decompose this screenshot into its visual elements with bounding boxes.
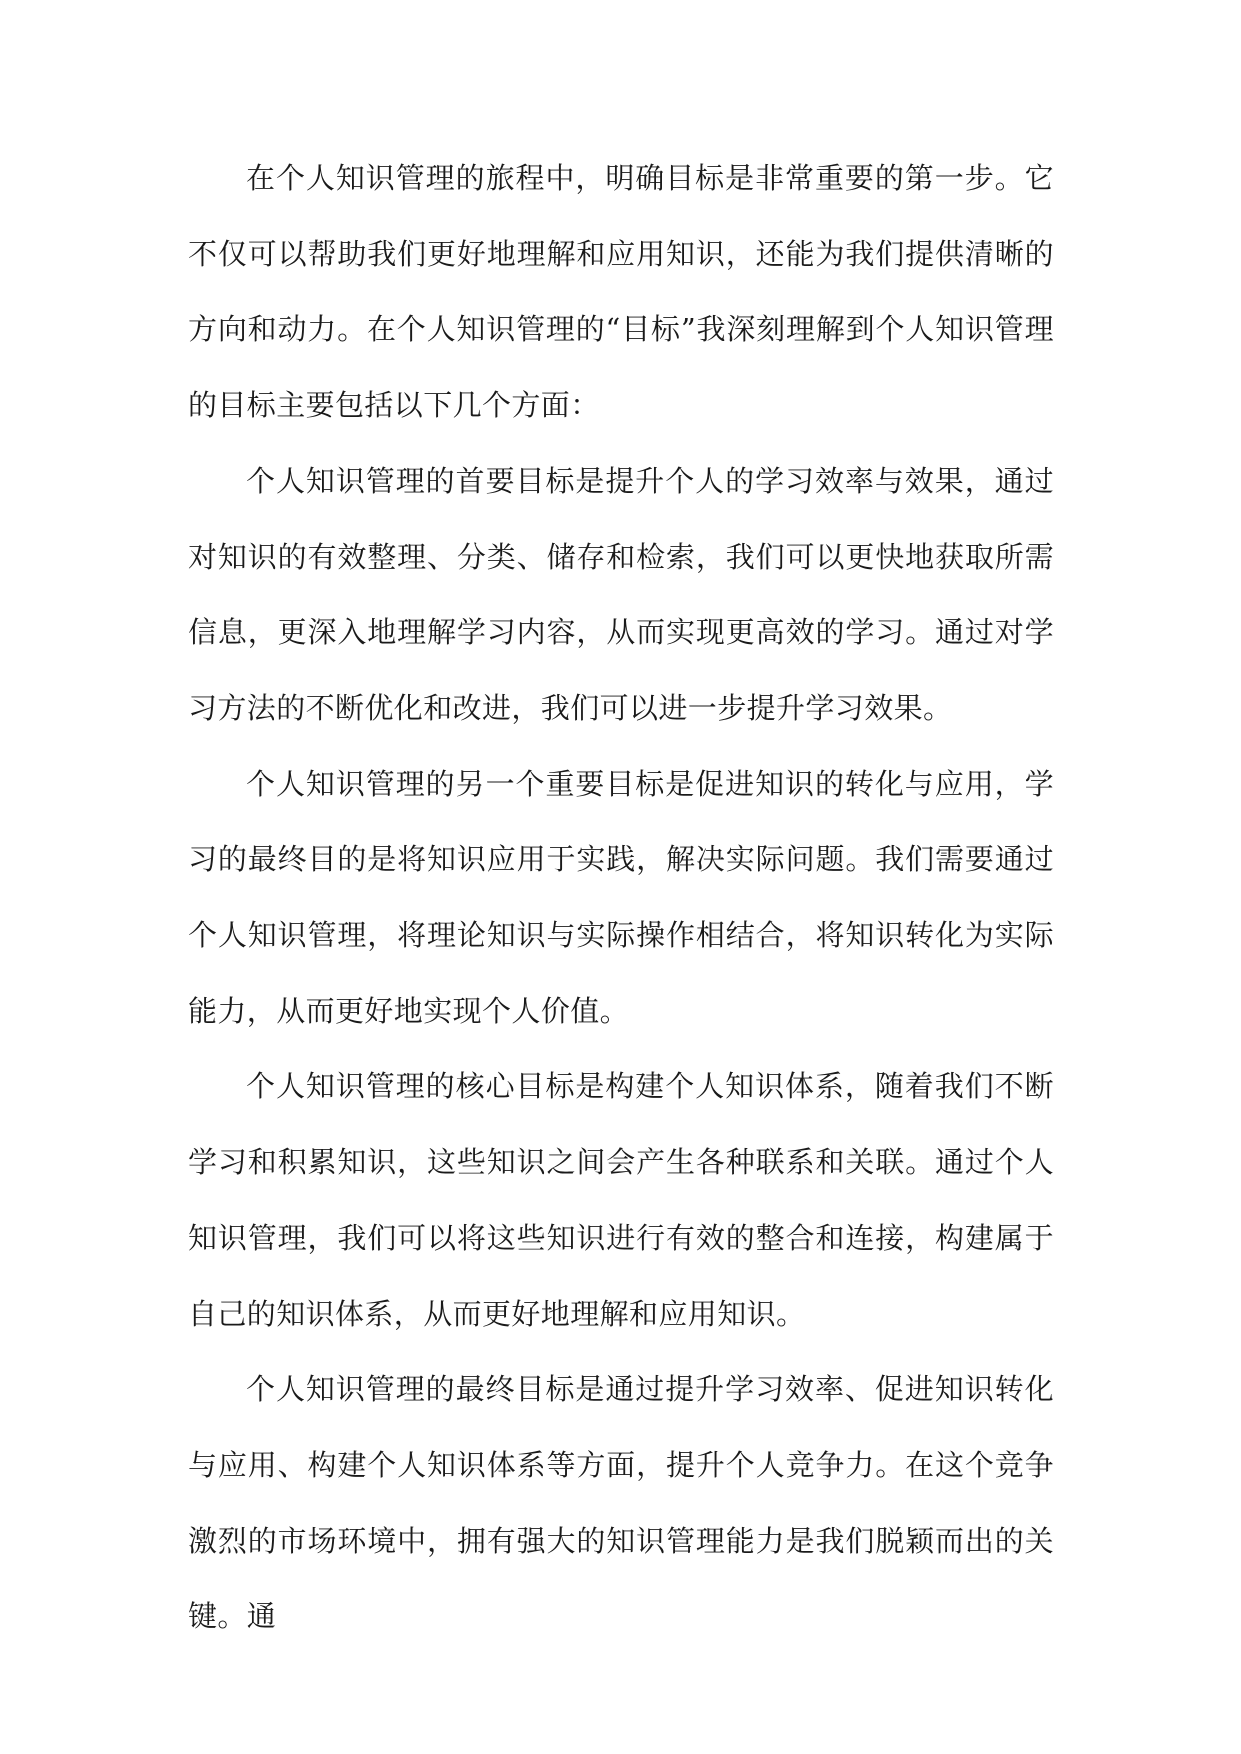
document-body [188,141,1054,1655]
paragraph-learning-efficiency: 个人知识管理的首要目标是提升个人的学习效率与效果，通过对知识的有效整理、分类、储存和检索，我们可以更快地获取所需信息，更深入地理解学习内容，从而实现更高效的学习。通过对学习方法的不断优化和改进，我们可以进一步提升学习效果。 [188,463,1054,725]
paragraph-knowledge-system: 个人知识管理的核心目标是构建个人知识体系，随着我们不断学习和积累知识，这些知识之间会产生各种联系和关联。通过个人知识管理，我们可以将这些知识进行有效的整合和连接，构建属于自己的知识体系，从而更好地理解和应用知识。 [188,1069,1054,1331]
paragraph-competitiveness: 个人知识管理的最终目标是通过提升学习效率、促进知识转化与应用、构建个人知识体系等方面，提升个人竞争力。在这个竞争激烈的市场环境中，拥有强大的知识管理能力是我们脱颖而出的关键。通 [188,1372,1054,1634]
paragraph-intro: 在个人知识管理的旅程中，明确目标是非常重要的第一步。它不仅可以帮助我们更好地理解和应用知识，还能为我们提供清晰的方向和动力。在个人知识管理的“目标”我深刻理解到个人知识管理的目标主要包括以下几个方面： [188,161,1054,423]
paragraph-knowledge-application: 个人知识管理的另一个重要目标是促进知识的转化与应用，学习的最终目的是将知识应用于实践，解决实际问题。我们需要通过个人知识管理，将理论知识与实际操作相结合，将知识转化为实际能力，从而更好地实现个人价值。 [188,766,1054,1028]
